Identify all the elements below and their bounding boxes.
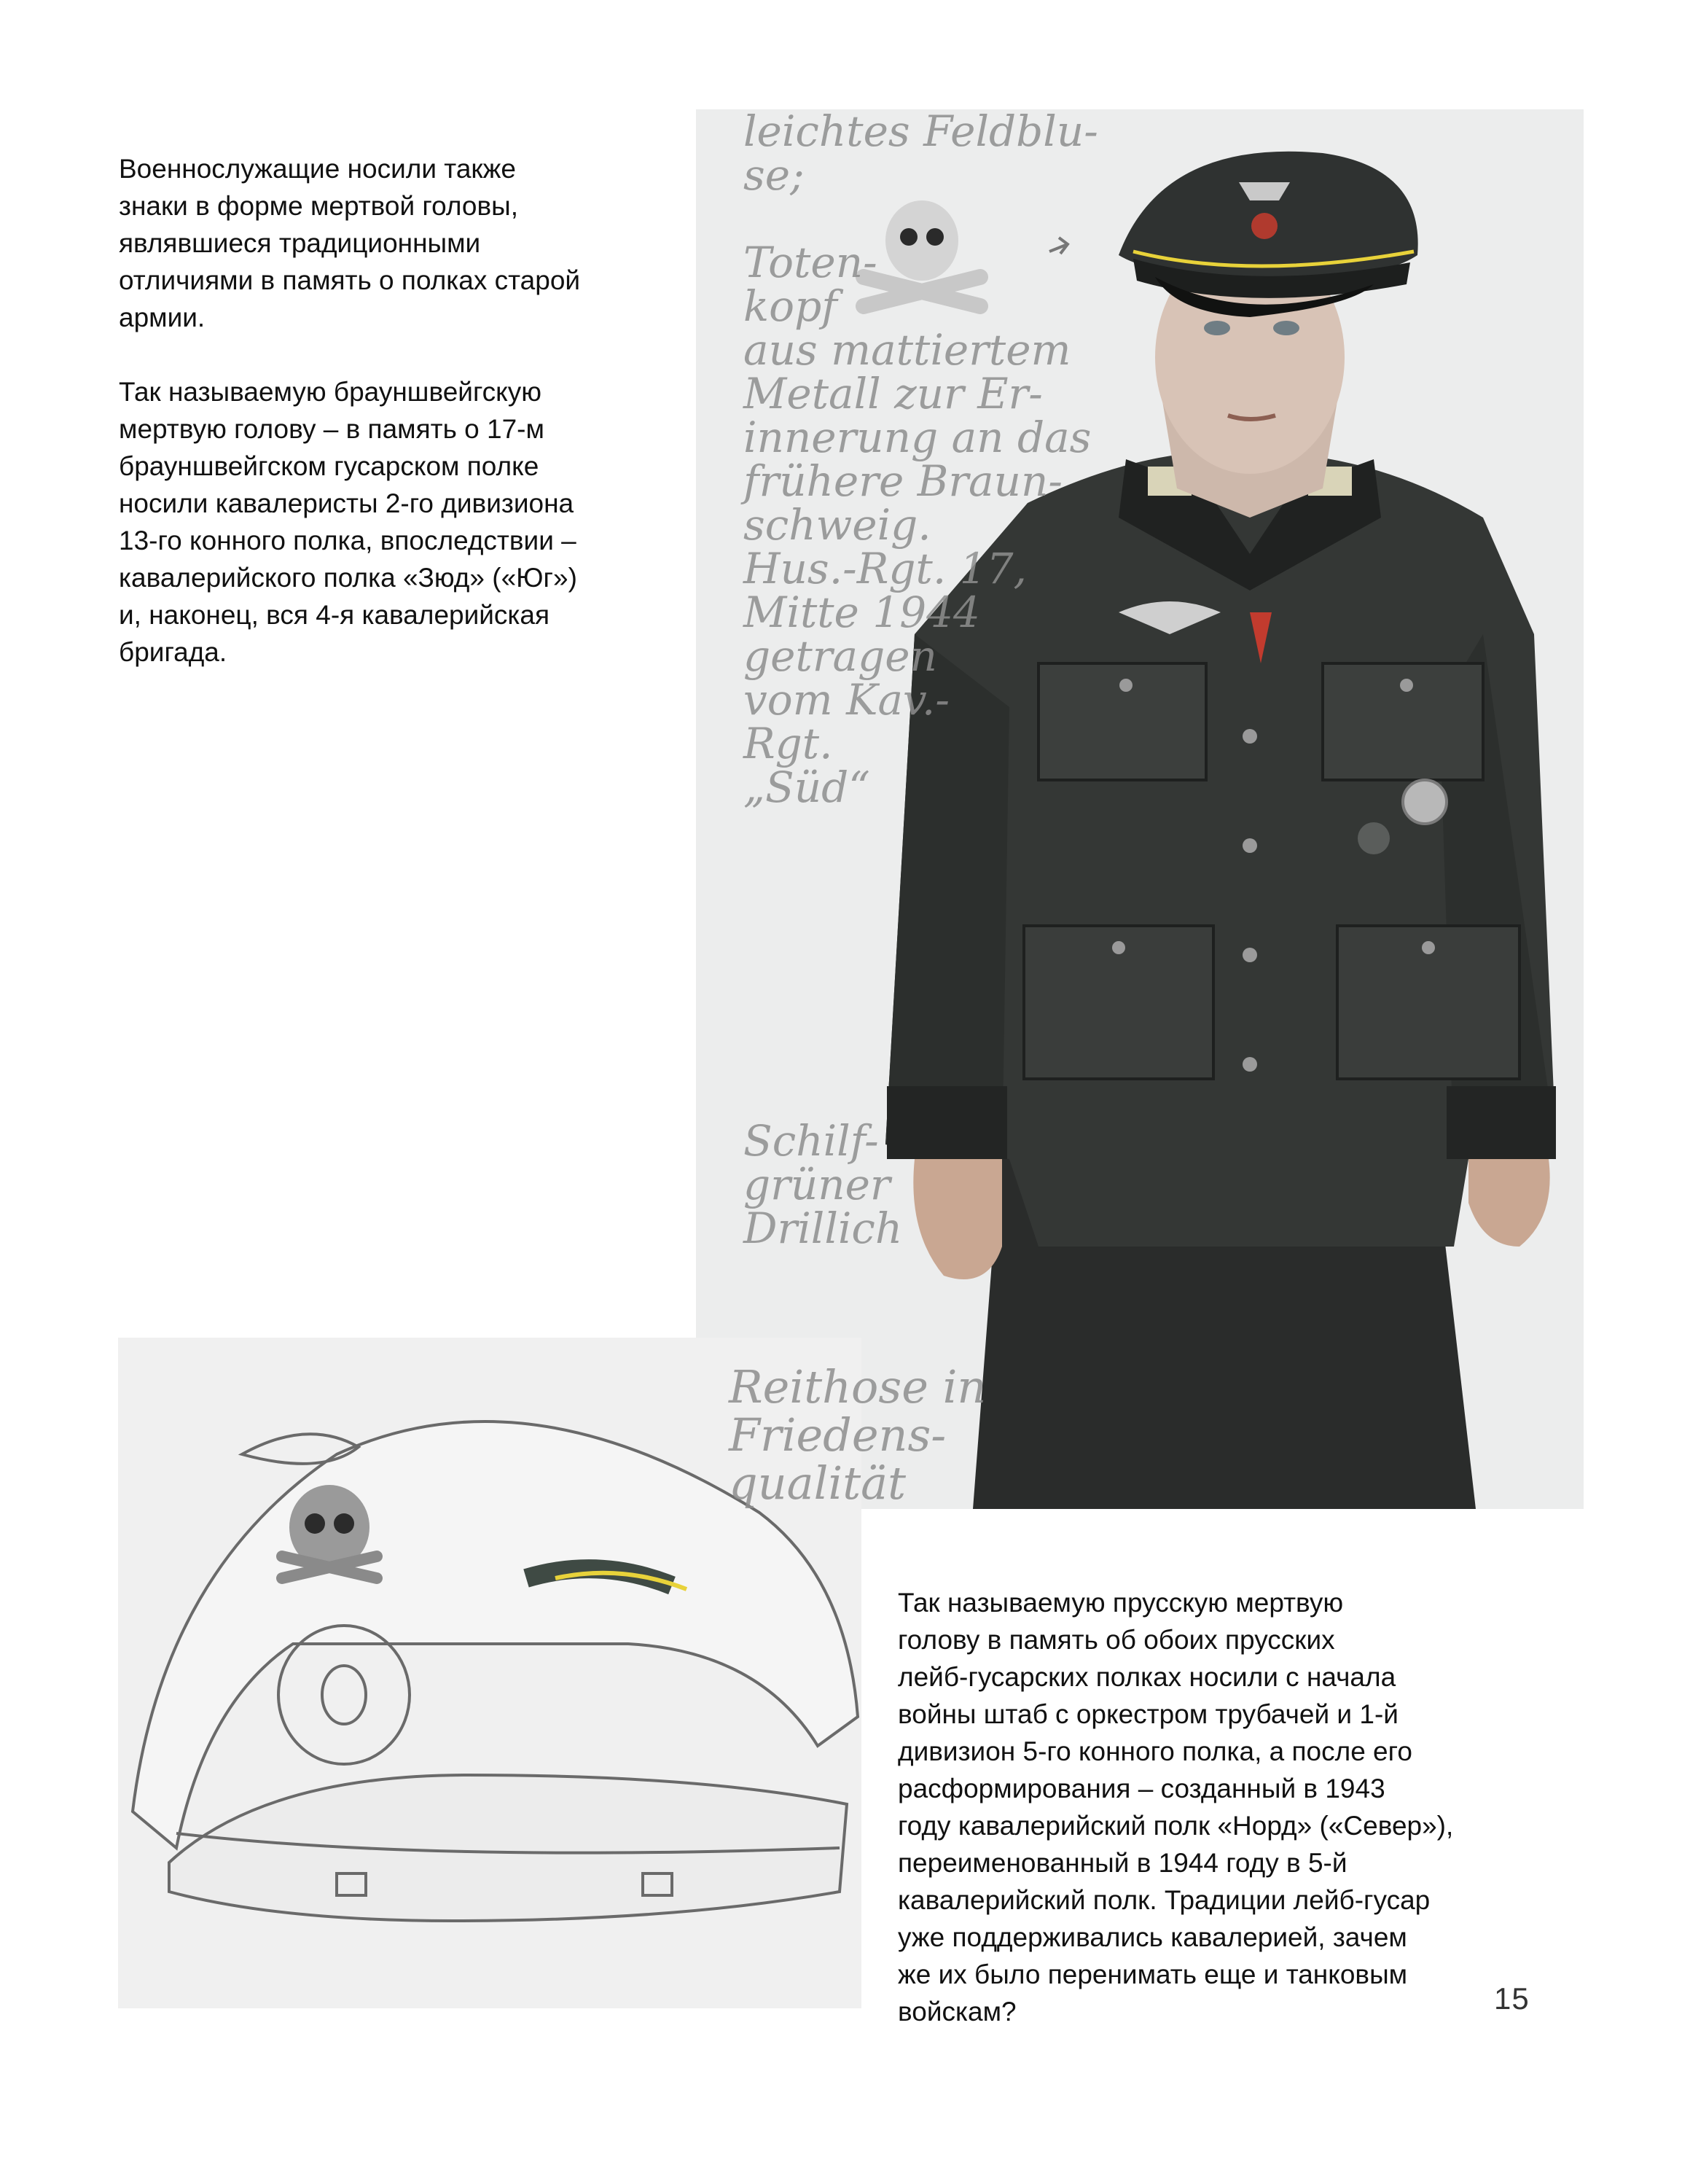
text-block-left bbox=[119, 113, 673, 708]
page-number: 15 bbox=[1494, 1981, 1530, 2016]
handwritten-notes-breeches: Reithose in Friedens- qualität bbox=[729, 1360, 987, 1510]
handwritten-notes-material: Schilf- grüner Drillich bbox=[743, 1116, 903, 1253]
paragraph-brunswick-skull: Так называемую брауншвейгскую мертвую голову – в память о 17-м брауншвейгском гусарском полке носили кавалеристы 2-го дивизиона 13-го конного полка, впоследствии – кавалерийского полка «Зюд» («Юг») и, наконец, вся 4-я кавалерийская бригада. bbox=[119, 377, 577, 667]
handwritten-notes-main: leichtes Feldblu- se; Toten- kopf aus mattiertem Metall zur Er- innerung an das frühere Braun- schweig. Hus.-Rgt. 17, Mitte 1944 getragen vom Kav.- Rgt. „Süd“ bbox=[743, 106, 1098, 812]
text-block-right bbox=[898, 1547, 1525, 2067]
paragraph-totenkopf-intro: Военнослужащие носили также знаки в форме мертвой головы, являвшиеся традиционными отличиями в память о полках старой армии. bbox=[119, 154, 581, 332]
paragraph-prussian-skull: Так называемую прусскую мертвую голову в память об обоих прусских лейб-гусарских полках носили с начала войны штаб с оркестром трубачей и 1-й дивизион 5-го конного полка, а после его расформирования – созданный в 1943 году кавалерийский полк «Норд» («Север»), переименованный в 1944 году в 5-й кавалерийский полк. Традиции лейб-гусар уже поддерживались кавалерией, зачем же их было перенимать еще и танковым войскам? bbox=[898, 1588, 1454, 2027]
